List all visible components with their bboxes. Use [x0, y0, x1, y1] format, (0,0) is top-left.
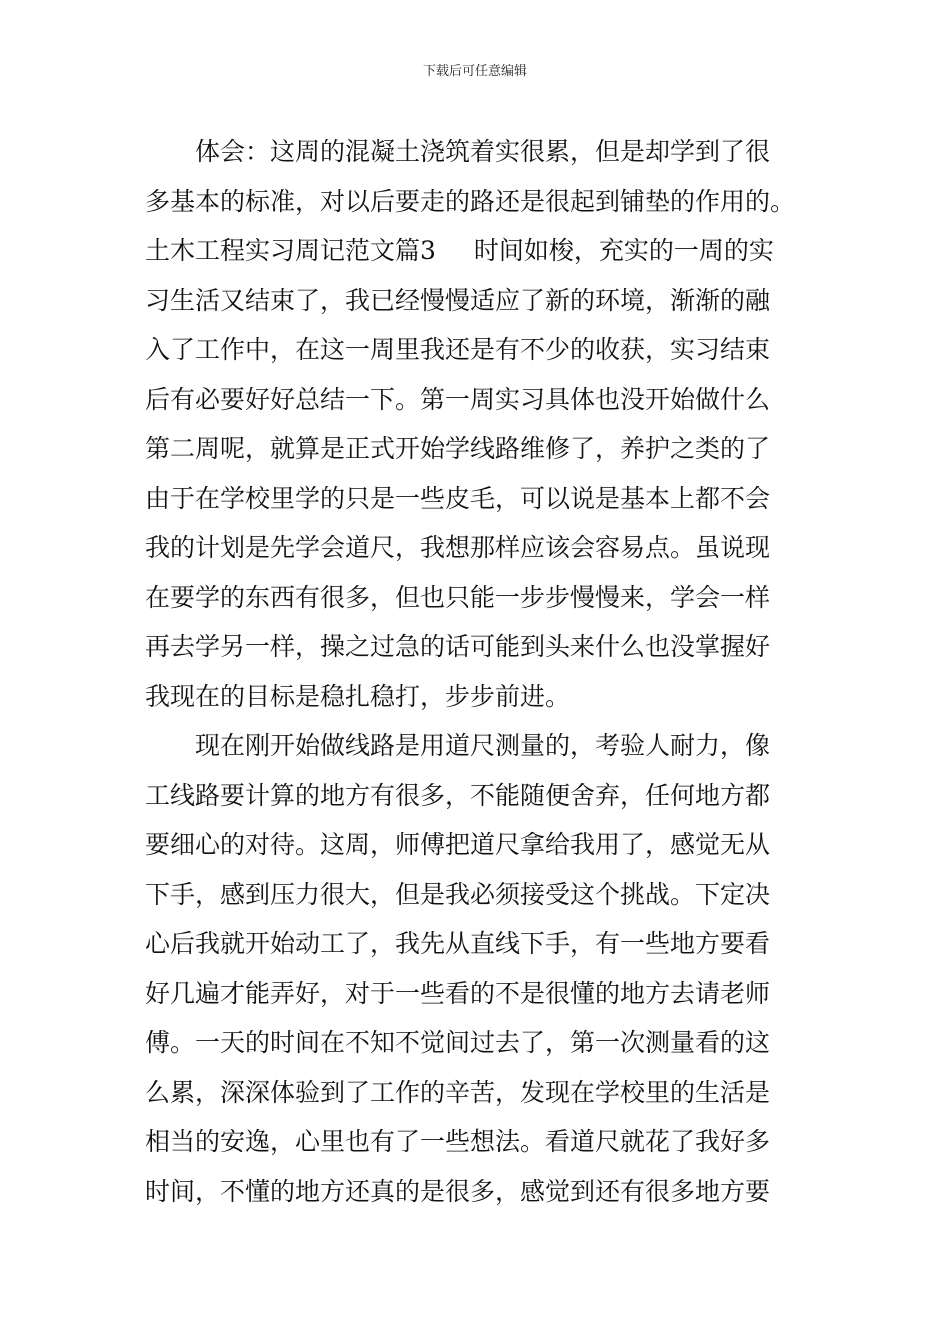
paragraph-line: 下手，感到压力很大，但是我必须接受这个挑战。下定决	[145, 879, 771, 909]
paragraph-line: 要细心的对待。这周，师傅把道尺拿给我用了，感觉无从	[145, 830, 771, 859]
paragraph-line: 体会：这周的混凝土浇筑着实很累，但是却学到了很	[195, 137, 771, 166]
paragraph-line: 好几遍才能弄好，对于一些看的不是很懂的地方去请老师	[145, 978, 771, 1008]
paragraph-line: 第二周呢，就算是正式开始学线路维修了，养护之类的了	[145, 434, 771, 463]
paragraph-line	[145, 226, 810, 276]
section-title: 土木工程实习周记范文篇3	[145, 236, 436, 265]
paragraph-line: 多基本的标准，对以后要走的路还是很起到铺垫的作用的。	[145, 186, 796, 216]
paragraph-line: 后有必要好好总结一下。第一周实习具体也没开始做什么	[145, 384, 771, 414]
paragraph-line: 工线路要计算的地方有很多，不能随便舍弃，任何地方都	[145, 780, 771, 810]
paragraph-line: 习生活又结束了，我已经慢慢适应了新的环境，渐渐的融	[145, 285, 771, 315]
paragraph-line: 入了工作中，在这一周里我还是有不少的收获，实习结束	[145, 335, 771, 364]
paragraph-line: 在要学的东西有很多，但也只能一步步慢慢来，学会一样	[145, 582, 771, 612]
paragraph-line: 时间，不懂的地方还真的是很多，感觉到还有很多地方要	[145, 1176, 771, 1206]
paragraph-line: 由于在学校里学的只是一些皮毛，可以说是基本上都不会	[145, 483, 771, 513]
paragraph-line: 我现在的目标是稳扎稳打，步步前进。	[145, 681, 571, 711]
paragraph-line: 心后我就开始动工了，我先从直线下手，有一些地方要看	[145, 929, 771, 958]
document-body	[145, 127, 810, 1216]
page-header-note: 下载后可任意编辑	[422, 64, 527, 79]
paragraph-line: 再去学另一样，操之过急的话可能到头来什么也没掌握好	[145, 632, 771, 661]
paragraph-line: 么累，深深体验到了工作的辛苦，发现在学校里的生活是	[145, 1077, 771, 1107]
paragraph-line: 傅。一天的时间在不知不觉间过去了，第一次测量看的这	[145, 1028, 771, 1057]
paragraph-line: 我的计划是先学会道尺，我想那样应该会容易点。虽说现	[145, 533, 771, 562]
paragraph-line: 现在刚开始做线路是用道尺测量的，考验人耐力，像	[195, 731, 771, 760]
paragraph-text: 时间如梭，充实的一周的实	[473, 236, 774, 265]
paragraph-line: 相当的安逸，心里也有了一些想法。看道尺就花了我好多	[145, 1127, 771, 1156]
